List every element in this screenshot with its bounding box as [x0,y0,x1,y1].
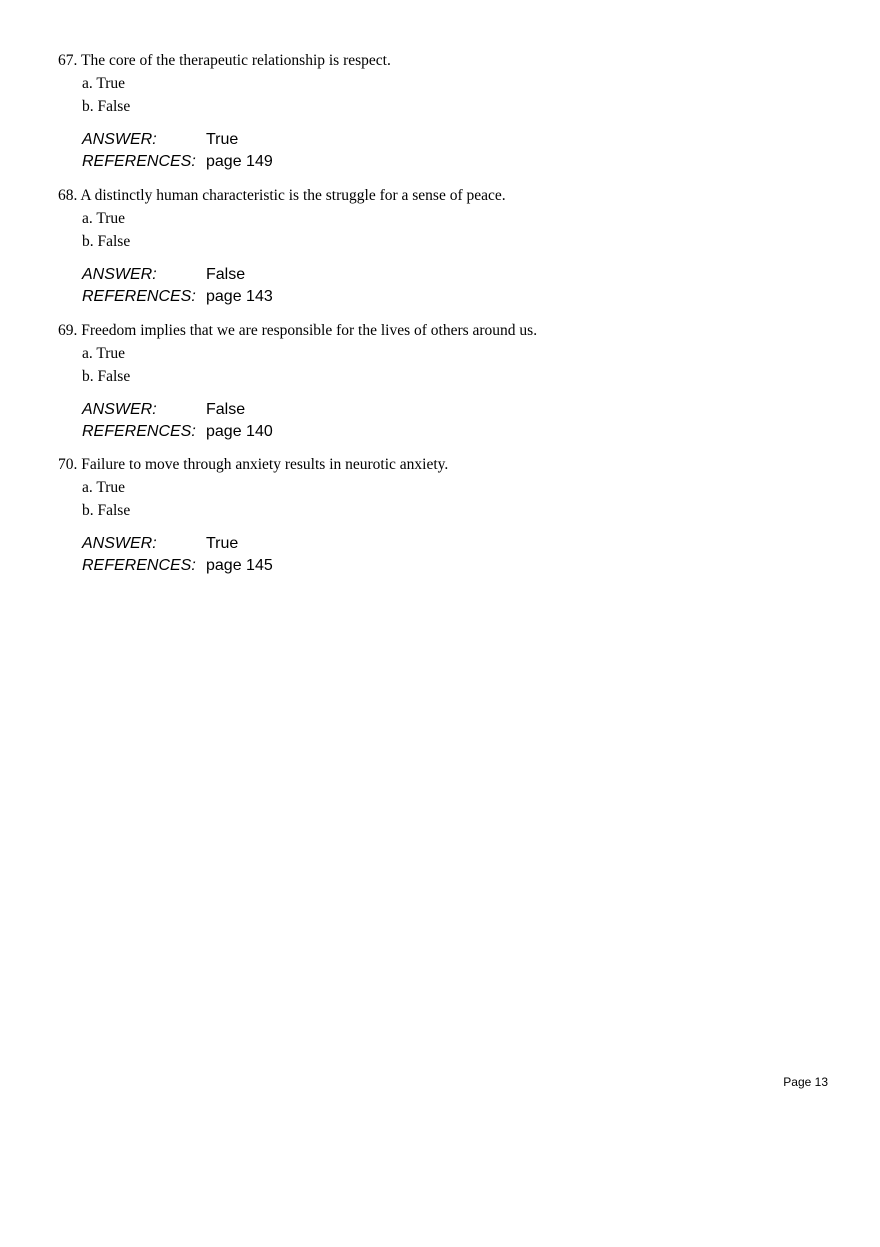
question-text: A distinctly human characteristic is the struggle for a sense of peace. [80,187,506,204]
question-stem [58,454,838,476]
answer-label: ANSWER: [82,535,157,552]
question-text: Freedom implies that we are responsible for the lives of others around us. [81,322,538,339]
question-69 [58,320,838,443]
question-number: 67. [58,52,78,69]
question-stem [58,185,838,207]
option-a: a. True [82,75,126,92]
answer-label: ANSWER: [82,266,157,283]
question-number: 68. [58,187,78,204]
references-value: page 145 [206,557,273,574]
question-text: The core of the therapeutic relationship is respect. [80,52,391,69]
question-number: 69. [58,322,78,339]
answer-value: True [206,535,239,552]
question-stem [58,50,838,72]
question-text: Failure to move through anxiety results in neurotic anxiety. [81,456,449,473]
references-row [82,421,838,443]
references-value: page 143 [206,288,273,305]
answer-block [58,129,838,173]
option-a: a. True [82,479,126,496]
references-value: page 140 [206,423,273,440]
answer-label: ANSWER: [82,401,157,418]
answer-row [82,533,838,555]
question-stem [58,320,838,342]
answer-row [82,129,838,151]
option-a: a. True [82,210,126,227]
answer-block [58,264,838,308]
option-b: b. False [82,368,131,385]
answer-row [82,399,838,421]
page-number: Page 13 [783,1075,828,1089]
answer-value: False [206,266,246,283]
references-label: REFERENCES: [82,153,196,170]
references-row [82,286,838,308]
option-b: b. False [82,502,131,519]
references-row [82,151,838,173]
answer-value: False [206,401,246,418]
answer-value: True [206,131,239,148]
references-label: REFERENCES: [82,557,196,574]
option-b: b. False [82,233,131,250]
question-number: 70. [58,456,78,473]
answer-block [58,399,838,443]
references-row [82,555,838,577]
option-a: a. True [82,345,126,362]
answer-label: ANSWER: [82,131,157,148]
answer-block [58,533,838,577]
question-70 [58,454,838,577]
answer-row [82,264,838,286]
references-value: page 149 [206,153,273,170]
question-67 [58,50,838,173]
question-68 [58,185,838,308]
option-b: b. False [82,98,131,115]
references-label: REFERENCES: [82,423,196,440]
references-label: REFERENCES: [82,288,196,305]
